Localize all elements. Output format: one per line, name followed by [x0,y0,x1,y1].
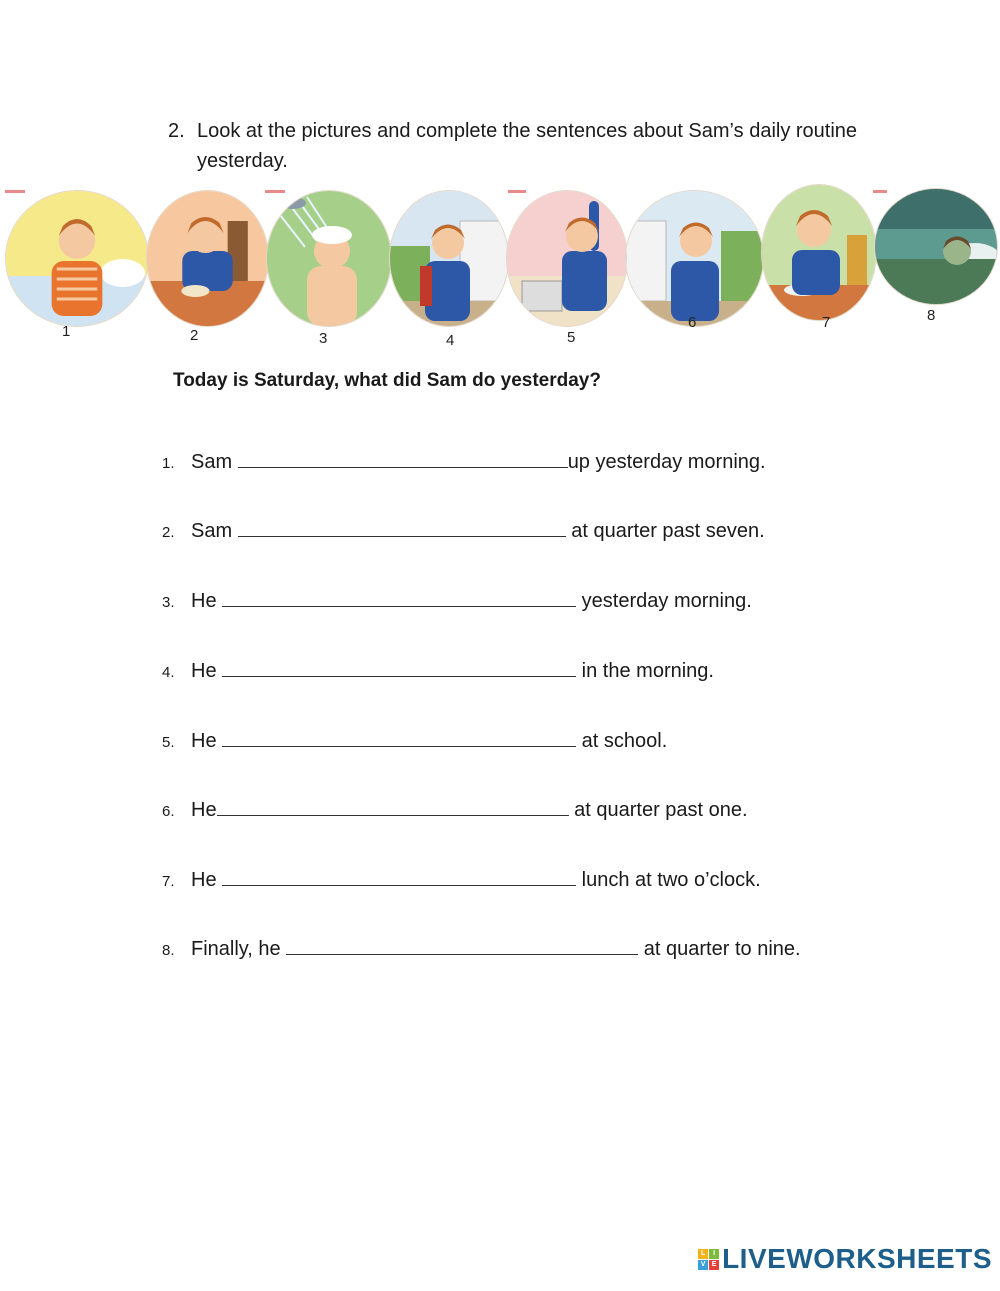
logo-square: V [698,1260,708,1270]
sentence-end: up yesterday morning. [567,451,766,473]
sentence-start: Sam [191,451,238,473]
sentence-start: He [191,730,223,752]
sentence-number: 2. [162,524,175,541]
sentence-number: 6. [162,803,175,820]
sentence-number: 3. [162,594,175,611]
answer-blank-7[interactable] [222,867,576,886]
sentence-8 [162,936,801,961]
sentence-3 [162,588,752,613]
sentence-start: He [191,799,217,821]
logo-square: E [709,1260,719,1270]
sentence-start: He [191,590,223,612]
sentence-end: at quarter past seven. [565,520,765,542]
picture-7-eating-lunch [761,184,877,321]
answer-blank-6[interactable] [217,797,569,816]
logo-wordmark: LIVEWORKSHEETS [722,1243,992,1274]
picture-6-going-home [625,190,764,327]
answer-blank-5[interactable] [222,728,576,747]
sentence-end: lunch at two o’clock. [576,869,761,891]
instruction [168,116,868,176]
sentence-start: Sam [191,520,238,542]
sentence-number: 8. [162,942,175,959]
sentence-end: at quarter past one. [568,799,748,821]
answer-blank-4[interactable] [222,658,576,677]
picture-label-3: 3 [319,330,328,347]
sentence-7 [162,867,761,892]
answer-blank-8[interactable] [286,936,638,955]
answer-blank-2[interactable] [238,518,566,537]
picture-label-5: 5 [567,329,576,346]
picture-label-1: 1 [62,323,71,340]
sentence-end: at quarter to nine. [638,938,801,960]
picture-label-7: 7 [822,314,831,331]
picture-label-2: 2 [190,327,199,344]
sentence-number: 1. [162,455,175,472]
sentence-end: yesterday morning. [576,590,752,612]
sentence-6 [162,797,748,822]
sentence-start: He [191,869,223,891]
logo-square: L [698,1249,708,1259]
sentence-start: He [191,660,223,682]
sentence-start: Finally, he [191,938,287,960]
picture-8-going-to-bed [874,188,998,305]
picture-4-going-to-school [389,190,509,327]
picture-label-8: 8 [927,307,936,324]
sentence-5 [162,728,667,753]
answer-blank-1[interactable] [238,449,568,468]
sentence-number: 7. [162,873,175,890]
sentence-number: 5. [162,734,175,751]
logo-squares-icon [698,1249,719,1270]
instruction-text: Look at the pictures and complete the sentences about Sam’s daily routine yesterday. [197,120,858,172]
sentence-4 [162,658,714,683]
liveworksheets-logo [698,1243,992,1275]
sentence-number: 4. [162,664,175,681]
picture-5-in-class [506,190,628,327]
instruction-number: 2. [168,120,185,142]
picture-label-6: 6 [688,314,697,331]
picture-2-eating-breakfast [146,190,269,327]
sentence-1 [162,449,766,474]
sentence-end: in the morning. [576,660,714,682]
answer-blank-3[interactable] [222,588,576,607]
picture-1-waking-up [5,190,149,327]
picture-strip [0,180,1000,350]
sentence-2 [162,518,765,543]
logo-square: I [709,1249,719,1259]
picture-label-4: 4 [446,332,455,349]
sentence-end: at school. [576,730,668,752]
question-heading: Today is Saturday, what did Sam do yesterday? [173,370,601,391]
picture-3-taking-shower [266,190,392,327]
